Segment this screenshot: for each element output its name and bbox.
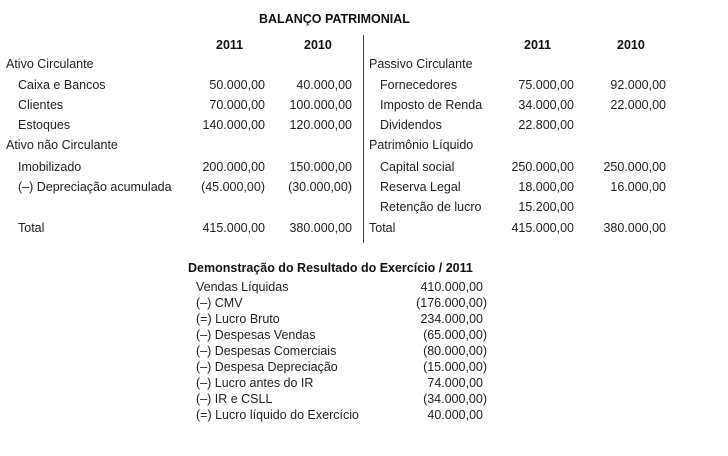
right-row-label: Reserva Legal [380,180,461,194]
right-row-value-2011: 18.000,00 [518,180,574,194]
right-row-value-2010: 22.000,00 [610,98,666,112]
right-row-label: Imposto de Renda [380,98,483,112]
left-row-value-2011: 140.000,00 [202,118,265,132]
dre-row-value: (34.000,00) [423,392,487,406]
left-total-2010: 380.000,00 [289,221,352,235]
right-total-2011: 415.000,00 [511,221,574,235]
left-row-label: Imobilizado [18,160,82,174]
page-title: BALANÇO PATRIMONIAL [259,12,410,26]
left-row-label: Clientes [18,98,64,112]
dre-row-value: (15.000,00) [423,360,487,374]
right-row-value-2011: 22.800,00 [518,118,574,132]
dre-title: Demonstração do Resultado do Exercício / 2011 [188,261,473,275]
left-row-value-2010: 120.000,00 [289,118,352,132]
dre-row-label: (–) Despesas Comerciais [196,344,337,358]
left-total-label: Total [18,221,45,235]
left-year-2011: 2011 [216,38,244,52]
right-row-label: Passivo Circulante [369,57,473,71]
dre-row-label: Vendas Líquidas [196,280,289,294]
right-row-value-2011: 15.200,00 [518,200,574,214]
right-year-2011: 2011 [524,38,552,52]
left-row-label: Ativo não Circulante [6,138,118,152]
dre-row-value: 410.000,00 [420,280,483,294]
right-row-value-2010: 16.000,00 [610,180,666,194]
right-row-value-2011: 75.000,00 [518,78,574,92]
dre-row-label: (–) Despesa Depreciação [196,360,338,374]
dre-row-label: (–) IR e CSLL [196,392,273,406]
right-year-2010: 2010 [617,38,645,52]
left-row-label: Caixa e Bancos [18,78,106,92]
right-row-value-2011: 34.000,00 [518,98,574,112]
dre-row-value: 40.000,00 [427,408,483,422]
dre-row-label: (–) Despesas Vendas [196,328,316,342]
right-total-label: Total [369,221,396,235]
left-row-value-2010: (30.000,00) [288,180,352,194]
dre-row-value: (65.000,00) [423,328,487,342]
left-row-label: Ativo Circulante [6,57,94,71]
left-row-value-2011: 50.000,00 [209,78,265,92]
dre-row-value: (176.000,00) [416,296,487,310]
left-row-value-2011: 200.000,00 [202,160,265,174]
left-year-2010: 2010 [304,38,332,52]
dre-row-label: (–) Lucro antes do IR [196,376,314,390]
dre-row-value: (80.000,00) [423,344,487,358]
left-row-label: (–) Depreciação acumulada [18,180,172,194]
right-row-label: Capital social [380,160,455,174]
dre-row-label: (–) CMV [196,296,243,310]
dre-row-value: 234.000,00 [420,312,483,326]
right-row-value-2010: 250.000,00 [603,160,666,174]
left-row-value-2010: 100.000,00 [289,98,352,112]
left-row-value-2010: 150.000,00 [289,160,352,174]
dre-row-value: 74.000,00 [427,376,483,390]
right-row-label: Fornecedores [380,78,458,92]
dre-row-label: (=) Lucro líquido do Exercício [196,408,359,422]
right-row-value-2011: 250.000,00 [511,160,574,174]
left-row-value-2011: (45.000,00) [201,180,265,194]
right-row-label: Retenção de lucro [380,200,482,214]
right-total-2010: 380.000,00 [603,221,666,235]
left-row-value-2010: 40.000,00 [296,78,352,92]
left-total-2011: 415.000,00 [202,221,265,235]
column-divider [363,35,364,243]
right-row-label: Dividendos [380,118,442,132]
right-row-value-2010: 92.000,00 [610,78,666,92]
left-row-label: Estoques [18,118,71,132]
left-row-value-2011: 70.000,00 [209,98,265,112]
dre-row-label: (=) Lucro Bruto [196,312,280,326]
right-row-label: Patrimônio Líquido [369,138,474,152]
